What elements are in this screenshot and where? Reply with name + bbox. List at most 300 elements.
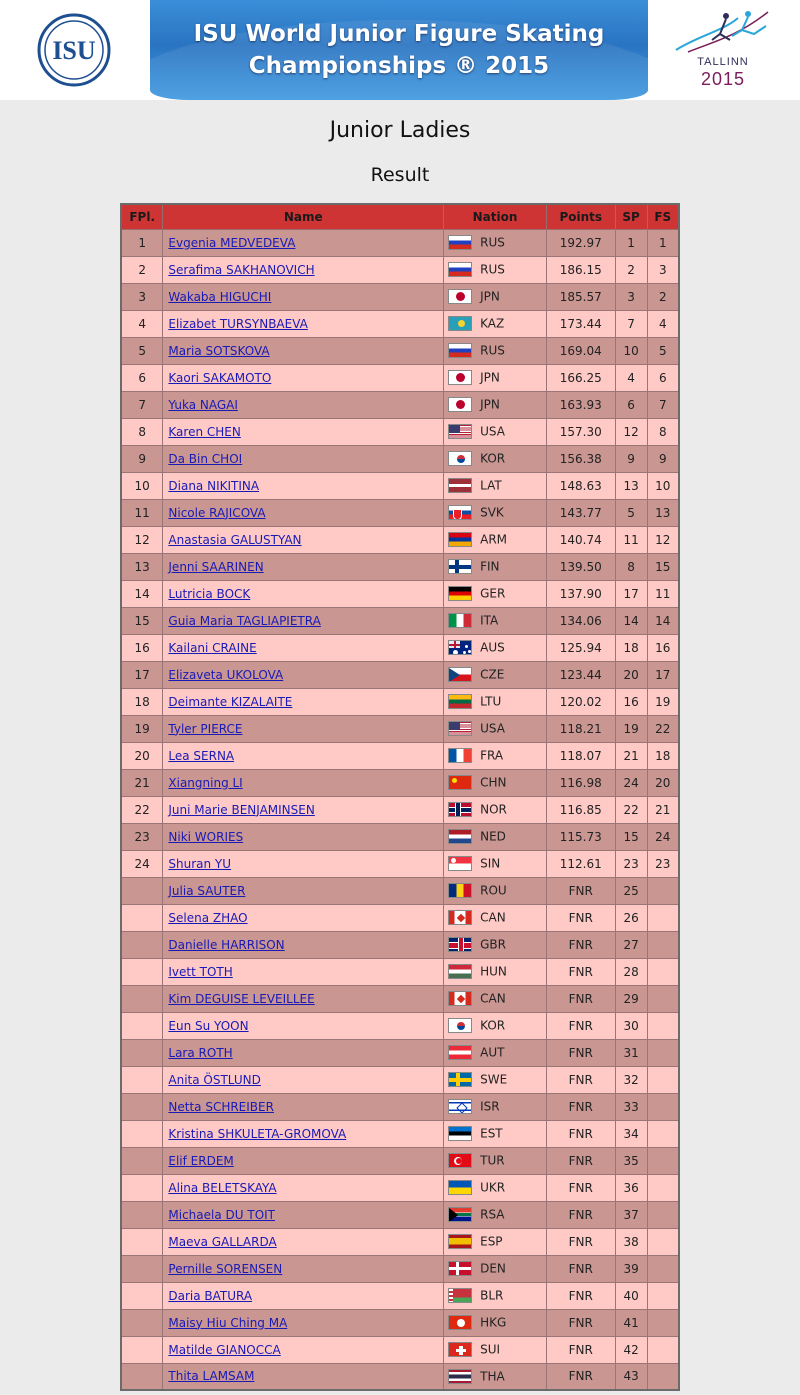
skater-link[interactable]: Selena ZHAO bbox=[168, 910, 248, 925]
cell-name bbox=[163, 310, 444, 337]
nation-code: AUS bbox=[480, 640, 505, 655]
cell-sp: 16 bbox=[615, 688, 647, 715]
cell-name bbox=[163, 985, 444, 1012]
cell-sp: 5 bbox=[615, 499, 647, 526]
cell-points: 123.44 bbox=[546, 661, 615, 688]
nation-code: LAT bbox=[480, 478, 502, 493]
skater-link[interactable]: Jenni SAARINEN bbox=[168, 559, 264, 574]
cell-points: 137.90 bbox=[546, 580, 615, 607]
skater-link[interactable]: Karen CHEN bbox=[168, 424, 241, 439]
cell-fs bbox=[647, 1201, 679, 1228]
skater-link[interactable]: Anastasia GALUSTYAN bbox=[168, 532, 302, 547]
flag-fin-icon bbox=[448, 559, 472, 574]
skater-link[interactable]: Nicole RAJICOVA bbox=[168, 505, 266, 520]
cell-name bbox=[163, 688, 444, 715]
flag-ukr-icon bbox=[448, 1180, 472, 1195]
flag-aus-icon bbox=[448, 640, 472, 655]
result-title: Result bbox=[370, 164, 430, 186]
cell-nation bbox=[444, 1120, 547, 1147]
cell-points: 166.25 bbox=[546, 364, 615, 391]
cell-sp: 18 bbox=[615, 634, 647, 661]
cell-sp: 7 bbox=[615, 310, 647, 337]
cell-nation bbox=[444, 310, 547, 337]
cell-nation bbox=[444, 958, 547, 985]
cell-nation bbox=[444, 796, 547, 823]
skater-link[interactable]: Kristina SHKULETA-GROMOVA bbox=[168, 1126, 347, 1141]
cell-sp: 10 bbox=[615, 337, 647, 364]
flag-esp-icon bbox=[448, 1234, 472, 1249]
skater-link[interactable]: Serafima SAKHANOVICH bbox=[168, 262, 315, 277]
col-header-fpl: FPl. bbox=[121, 204, 163, 229]
skater-link[interactable]: Shuran YU bbox=[168, 856, 232, 871]
cell-fs bbox=[647, 1363, 679, 1390]
cell-fs bbox=[647, 985, 679, 1012]
cell-nation bbox=[444, 283, 547, 310]
cell-fs bbox=[647, 1228, 679, 1255]
cell-place: 15 bbox=[121, 607, 163, 634]
cell-place bbox=[121, 1228, 163, 1255]
flag-rus-icon bbox=[448, 262, 472, 277]
skater-link[interactable]: Deimante KIZALAITE bbox=[168, 694, 293, 709]
cell-sp: 17 bbox=[615, 580, 647, 607]
isu-logo-text: ISU bbox=[52, 36, 96, 65]
cell-fs: 8 bbox=[647, 418, 679, 445]
cell-nation bbox=[444, 634, 547, 661]
cell-nation bbox=[444, 526, 547, 553]
cell-place: 19 bbox=[121, 715, 163, 742]
cell-points: 125.94 bbox=[546, 634, 615, 661]
cell-nation bbox=[444, 715, 547, 742]
flag-jpn-icon bbox=[448, 289, 472, 304]
table-row bbox=[121, 283, 679, 310]
table-row bbox=[121, 256, 679, 283]
skater-link[interactable]: Yuka NAGAI bbox=[168, 397, 238, 412]
table-header-row bbox=[121, 204, 679, 229]
cell-points: FNR bbox=[546, 1201, 615, 1228]
logo-city-word: TALLINN bbox=[697, 56, 749, 68]
table-row bbox=[121, 499, 679, 526]
col-header-nation: Nation bbox=[444, 204, 547, 229]
cell-points: FNR bbox=[546, 1093, 615, 1120]
col-header-points: Points bbox=[546, 204, 615, 229]
cell-sp: 26 bbox=[615, 904, 647, 931]
cell-nation bbox=[444, 850, 547, 877]
cell-place: 5 bbox=[121, 337, 163, 364]
table-row bbox=[121, 850, 679, 877]
skater-link[interactable]: Netta SCHREIBER bbox=[168, 1099, 274, 1114]
cell-name bbox=[163, 796, 444, 823]
cell-name bbox=[163, 1120, 444, 1147]
skater-link[interactable]: Maria SOTSKOVA bbox=[168, 343, 270, 358]
cell-name bbox=[163, 472, 444, 499]
table-row bbox=[121, 742, 679, 769]
table-row bbox=[121, 1336, 679, 1363]
cell-points: 118.07 bbox=[546, 742, 615, 769]
table-row bbox=[121, 1363, 679, 1390]
cell-fs bbox=[647, 1309, 679, 1336]
cell-points: FNR bbox=[546, 1174, 615, 1201]
cell-name bbox=[163, 958, 444, 985]
cell-name bbox=[163, 499, 444, 526]
flag-blr-icon bbox=[448, 1288, 472, 1303]
results-table bbox=[120, 203, 680, 1391]
cell-sp: 12 bbox=[615, 418, 647, 445]
col-header-sp: SP bbox=[615, 204, 647, 229]
skater-link[interactable]: Diana NIKITINA bbox=[168, 478, 260, 493]
cell-sp: 1 bbox=[615, 229, 647, 256]
cell-points: 115.73 bbox=[546, 823, 615, 850]
table-row bbox=[121, 1282, 679, 1309]
cell-sp: 30 bbox=[615, 1012, 647, 1039]
nation-code: GER bbox=[480, 586, 506, 601]
cell-name bbox=[163, 553, 444, 580]
skater-link[interactable]: Eun Su YOON bbox=[168, 1018, 249, 1033]
flag-isr-icon bbox=[448, 1099, 472, 1114]
skater-link[interactable]: Kailani CRAINE bbox=[168, 640, 257, 655]
skater-link[interactable]: Kim DEGUISE LEVEILLEE bbox=[168, 991, 315, 1006]
cell-nation bbox=[444, 607, 547, 634]
cell-place bbox=[121, 1174, 163, 1201]
table-row bbox=[121, 823, 679, 850]
nation-code: RUS bbox=[480, 343, 505, 358]
cell-sp: 4 bbox=[615, 364, 647, 391]
cell-name bbox=[163, 931, 444, 958]
table-row bbox=[121, 337, 679, 364]
cell-nation bbox=[444, 769, 547, 796]
cell-place bbox=[121, 1093, 163, 1120]
table-row bbox=[121, 607, 679, 634]
cell-nation bbox=[444, 472, 547, 499]
cell-name bbox=[163, 445, 444, 472]
cell-name bbox=[163, 229, 444, 256]
table-row bbox=[121, 1255, 679, 1282]
flag-ned-icon bbox=[448, 829, 472, 844]
nation-code: GBR bbox=[480, 937, 506, 952]
nation-code: USA bbox=[480, 721, 505, 736]
table-row bbox=[121, 310, 679, 337]
cell-fs: 7 bbox=[647, 391, 679, 418]
cell-fs bbox=[647, 1066, 679, 1093]
cell-place bbox=[121, 1201, 163, 1228]
flag-kor-icon bbox=[448, 451, 472, 466]
cell-place: 7 bbox=[121, 391, 163, 418]
table-row bbox=[121, 796, 679, 823]
skater-link[interactable]: Tyler PIERCE bbox=[168, 721, 243, 736]
skater-link[interactable]: Juni Marie BENJAMINSEN bbox=[168, 802, 315, 817]
cell-name bbox=[163, 1093, 444, 1120]
cell-fs: 13 bbox=[647, 499, 679, 526]
table-row bbox=[121, 688, 679, 715]
cell-nation bbox=[444, 877, 547, 904]
flag-nor-icon bbox=[448, 802, 472, 817]
cell-place bbox=[121, 1282, 163, 1309]
skater-link[interactable]: Guia Maria TAGLIAPIETRA bbox=[168, 613, 321, 628]
table-row bbox=[121, 1039, 679, 1066]
cell-sp: 2 bbox=[615, 256, 647, 283]
cell-sp: 32 bbox=[615, 1066, 647, 1093]
cell-sp: 43 bbox=[615, 1363, 647, 1390]
cell-nation bbox=[444, 229, 547, 256]
skater-link[interactable]: Anita ÖSTLUND bbox=[168, 1072, 261, 1087]
cell-points: FNR bbox=[546, 1282, 615, 1309]
table-row bbox=[121, 931, 679, 958]
table-row bbox=[121, 661, 679, 688]
flag-cze-icon bbox=[448, 667, 472, 682]
cell-place bbox=[121, 1309, 163, 1336]
skater-link[interactable]: Julia SAUTER bbox=[168, 883, 246, 898]
cell-sp: 6 bbox=[615, 391, 647, 418]
cell-points: 118.21 bbox=[546, 715, 615, 742]
nation-code: NOR bbox=[480, 802, 507, 817]
cell-name bbox=[163, 391, 444, 418]
cell-nation bbox=[444, 1309, 547, 1336]
cell-fs: 1 bbox=[647, 229, 679, 256]
skater-link[interactable]: Daria BATURA bbox=[168, 1288, 253, 1303]
cell-points: 112.61 bbox=[546, 850, 615, 877]
nation-code: FIN bbox=[480, 559, 500, 574]
cell-fs: 22 bbox=[647, 715, 679, 742]
cell-points: 156.38 bbox=[546, 445, 615, 472]
flag-fra-icon bbox=[448, 748, 472, 763]
cell-sp: 41 bbox=[615, 1309, 647, 1336]
cell-fs: 2 bbox=[647, 283, 679, 310]
flag-sui-icon bbox=[448, 1342, 472, 1357]
flag-lat-icon bbox=[448, 478, 472, 493]
cell-nation bbox=[444, 931, 547, 958]
cell-nation bbox=[444, 1066, 547, 1093]
nation-code: JPN bbox=[480, 289, 500, 304]
cell-points: 148.63 bbox=[546, 472, 615, 499]
cell-points: FNR bbox=[546, 1012, 615, 1039]
skater-link[interactable]: Pernille SORENSEN bbox=[168, 1261, 283, 1276]
table-row bbox=[121, 364, 679, 391]
table-row bbox=[121, 715, 679, 742]
flag-hkg-icon bbox=[448, 1315, 472, 1330]
cell-nation bbox=[444, 256, 547, 283]
cell-fs: 21 bbox=[647, 796, 679, 823]
cell-sp: 27 bbox=[615, 931, 647, 958]
cell-place bbox=[121, 931, 163, 958]
skater-link[interactable]: Evgenia MEDVEDEVA bbox=[168, 235, 296, 250]
cell-nation bbox=[444, 1093, 547, 1120]
cell-place: 18 bbox=[121, 688, 163, 715]
cell-points: 139.50 bbox=[546, 553, 615, 580]
nation-code: SIN bbox=[480, 856, 501, 871]
skater-link[interactable]: Lutricia BOCK bbox=[168, 586, 251, 601]
flag-ger-icon bbox=[448, 586, 472, 601]
flag-usa-icon bbox=[448, 424, 472, 439]
cell-place: 10 bbox=[121, 472, 163, 499]
cell-fs bbox=[647, 1336, 679, 1363]
cell-fs bbox=[647, 1255, 679, 1282]
nation-code: CHN bbox=[480, 775, 507, 790]
nation-code: DEN bbox=[480, 1261, 506, 1276]
nation-code: SWE bbox=[480, 1072, 508, 1087]
cell-name bbox=[163, 1309, 444, 1336]
cell-place bbox=[121, 1363, 163, 1390]
cell-place: 3 bbox=[121, 283, 163, 310]
flag-den-icon bbox=[448, 1261, 472, 1276]
col-header-fs: FS bbox=[647, 204, 679, 229]
cell-place bbox=[121, 958, 163, 985]
cell-place bbox=[121, 985, 163, 1012]
nation-code: TUR bbox=[480, 1153, 505, 1168]
skater-link[interactable]: Kaori SAKAMOTO bbox=[168, 370, 272, 385]
table-row bbox=[121, 634, 679, 661]
cell-fs: 3 bbox=[647, 256, 679, 283]
flag-tha-icon bbox=[448, 1369, 472, 1384]
cell-points: FNR bbox=[546, 1066, 615, 1093]
cell-name bbox=[163, 1147, 444, 1174]
table-row bbox=[121, 1147, 679, 1174]
cell-name bbox=[163, 1201, 444, 1228]
cell-name bbox=[163, 634, 444, 661]
cell-place: 16 bbox=[121, 634, 163, 661]
cell-fs: 20 bbox=[647, 769, 679, 796]
cell-fs: 23 bbox=[647, 850, 679, 877]
cell-name bbox=[163, 1174, 444, 1201]
cell-sp: 31 bbox=[615, 1039, 647, 1066]
cell-place: 14 bbox=[121, 580, 163, 607]
skater-link[interactable]: Elizabet TURSYNBAEVA bbox=[168, 316, 308, 331]
table-row bbox=[121, 877, 679, 904]
cell-place: 12 bbox=[121, 526, 163, 553]
cell-place bbox=[121, 1012, 163, 1039]
cell-points: 116.98 bbox=[546, 769, 615, 796]
skater-link[interactable]: Alina BELETSKAYA bbox=[168, 1180, 277, 1195]
cell-place: 24 bbox=[121, 850, 163, 877]
flag-rsa-icon bbox=[448, 1207, 472, 1222]
cell-points: 169.04 bbox=[546, 337, 615, 364]
skater-link[interactable]: Wakaba HIGUCHI bbox=[168, 289, 272, 304]
skater-link[interactable]: Elizaveta UKOLOVA bbox=[168, 667, 284, 682]
cell-place: 21 bbox=[121, 769, 163, 796]
cell-name bbox=[163, 742, 444, 769]
cell-points: FNR bbox=[546, 1309, 615, 1336]
cell-fs: 16 bbox=[647, 634, 679, 661]
skater-link[interactable]: Niki WORIES bbox=[168, 829, 244, 844]
skater-link[interactable]: Danielle HARRISON bbox=[168, 937, 285, 952]
cell-nation bbox=[444, 1228, 547, 1255]
cell-sp: 11 bbox=[615, 526, 647, 553]
cell-name bbox=[163, 364, 444, 391]
cell-place bbox=[121, 1147, 163, 1174]
cell-sp: 34 bbox=[615, 1120, 647, 1147]
cell-points: 173.44 bbox=[546, 310, 615, 337]
table-row bbox=[121, 1012, 679, 1039]
cell-points: FNR bbox=[546, 1120, 615, 1147]
cell-place bbox=[121, 1120, 163, 1147]
flag-swe-icon bbox=[448, 1072, 472, 1087]
cell-fs: 9 bbox=[647, 445, 679, 472]
cell-nation bbox=[444, 1201, 547, 1228]
cell-fs bbox=[647, 958, 679, 985]
skater-link[interactable]: Thita LAMSAM bbox=[168, 1369, 255, 1384]
cell-place: 1 bbox=[121, 229, 163, 256]
nation-code: UKR bbox=[480, 1180, 506, 1195]
skater-link[interactable]: Lea SERNA bbox=[168, 748, 235, 763]
flag-can-icon bbox=[448, 910, 472, 925]
nation-code: RUS bbox=[480, 262, 505, 277]
cell-place: 23 bbox=[121, 823, 163, 850]
tallinn-2015-logo[interactable] bbox=[668, 6, 778, 94]
cell-place: 11 bbox=[121, 499, 163, 526]
cell-nation bbox=[444, 1282, 547, 1309]
cell-name bbox=[163, 337, 444, 364]
skater-link[interactable]: Maisy Hiu Ching MA bbox=[168, 1315, 288, 1330]
cell-nation bbox=[444, 904, 547, 931]
flag-usa-icon bbox=[448, 721, 472, 736]
nation-code: CZE bbox=[480, 667, 505, 682]
cell-sp: 29 bbox=[615, 985, 647, 1012]
cell-name bbox=[163, 850, 444, 877]
flag-rus-icon bbox=[448, 343, 472, 358]
skater-link[interactable]: Lara ROTH bbox=[168, 1045, 233, 1060]
cell-fs: 11 bbox=[647, 580, 679, 607]
banner-title-line2: Championships ® 2015 bbox=[248, 53, 550, 79]
skater-link[interactable]: Maeva GALLARDA bbox=[168, 1234, 277, 1249]
logo-year: 2015 bbox=[700, 69, 746, 89]
cell-name bbox=[163, 1363, 444, 1390]
table-row bbox=[121, 958, 679, 985]
flag-aut-icon bbox=[448, 1045, 472, 1060]
skater-link[interactable]: Ivett TOTH bbox=[168, 964, 233, 979]
cell-sp: 39 bbox=[615, 1255, 647, 1282]
nation-code: ARM bbox=[480, 532, 508, 547]
nation-code: CAN bbox=[480, 991, 506, 1006]
championship-banner bbox=[150, 0, 648, 100]
nation-code: ESP bbox=[480, 1234, 503, 1249]
cell-nation bbox=[444, 1336, 547, 1363]
cell-fs bbox=[647, 1093, 679, 1120]
cell-name bbox=[163, 1255, 444, 1282]
cell-nation bbox=[444, 823, 547, 850]
flag-svk-icon bbox=[448, 505, 472, 520]
cell-nation bbox=[444, 661, 547, 688]
nation-code: HUN bbox=[480, 964, 507, 979]
cell-place: 2 bbox=[121, 256, 163, 283]
cell-fs bbox=[647, 1012, 679, 1039]
cell-points: FNR bbox=[546, 1228, 615, 1255]
cell-nation bbox=[444, 1147, 547, 1174]
flag-kor-icon bbox=[448, 1018, 472, 1033]
nation-code: RSA bbox=[480, 1207, 505, 1222]
cell-fs: 15 bbox=[647, 553, 679, 580]
skater-link[interactable]: Michaela DU TOIT bbox=[168, 1207, 276, 1222]
skater-link[interactable]: Xiangning LI bbox=[168, 775, 243, 790]
cell-fs bbox=[647, 931, 679, 958]
isu-logo[interactable] bbox=[37, 13, 111, 87]
cell-points: 163.93 bbox=[546, 391, 615, 418]
cell-points: FNR bbox=[546, 1363, 615, 1390]
cell-place: 17 bbox=[121, 661, 163, 688]
cell-nation bbox=[444, 1255, 547, 1282]
cell-points: FNR bbox=[546, 1147, 615, 1174]
cell-nation bbox=[444, 985, 547, 1012]
cell-sp: 9 bbox=[615, 445, 647, 472]
cell-place: 4 bbox=[121, 310, 163, 337]
skater-link[interactable]: Da Bin CHOI bbox=[168, 451, 243, 466]
skater-link[interactable]: Elif ERDEM bbox=[168, 1153, 234, 1168]
cell-points: 134.06 bbox=[546, 607, 615, 634]
cell-sp: 28 bbox=[615, 958, 647, 985]
cell-fs: 14 bbox=[647, 607, 679, 634]
skater-link[interactable]: Matilde GIANOCCA bbox=[168, 1342, 281, 1357]
flag-rou-icon bbox=[448, 883, 472, 898]
cell-points: 192.97 bbox=[546, 229, 615, 256]
cell-place bbox=[121, 1039, 163, 1066]
cell-nation bbox=[444, 337, 547, 364]
